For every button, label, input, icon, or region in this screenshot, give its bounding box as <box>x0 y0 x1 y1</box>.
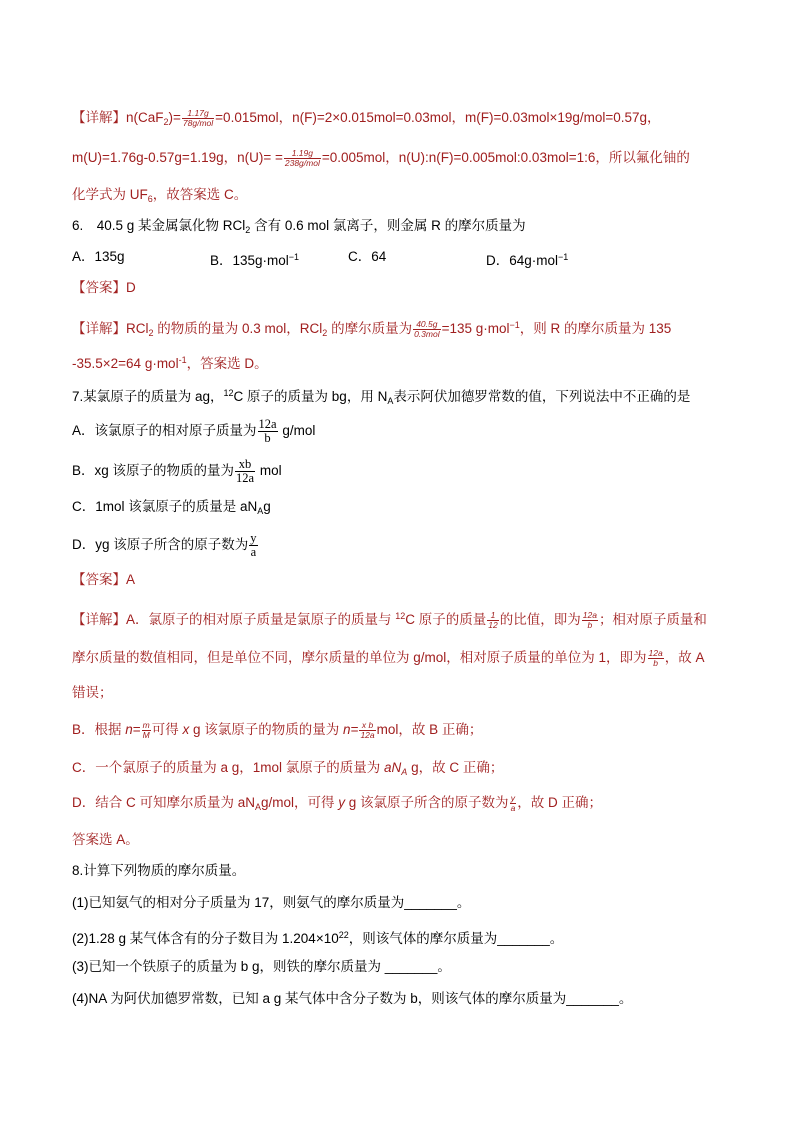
q7-detail-line-6 <box>72 793 602 817</box>
text: C 原子的质量 <box>405 612 487 627</box>
text: D．64g·mol <box>486 253 559 268</box>
text: m(U)=1.76g-0.57g=1.19g，n(U)= = <box>72 150 283 165</box>
denominator: b <box>258 431 278 445</box>
fraction <box>182 109 214 128</box>
variable: y <box>338 795 346 810</box>
numerator: y <box>510 792 516 803</box>
subscript: A <box>255 802 262 812</box>
fraction <box>142 721 151 740</box>
q7-option-b <box>72 458 282 485</box>
q5-detail-line-2 <box>72 148 690 168</box>
text: A．该氯原子的相对原子质量为 <box>72 423 257 439</box>
q7-option-c <box>72 497 271 521</box>
text: 的物质的量为 0.3 mol，RCl <box>153 321 323 336</box>
denominator: 12a <box>236 471 255 485</box>
numerator: 1 <box>490 609 496 620</box>
q8-part-2 <box>72 925 563 949</box>
variable: n <box>343 722 351 737</box>
text: =0.005mol，n(U):n(F)=0.005mol:0.03mol=1:6，所以氟化铀的 <box>321 150 690 165</box>
numerator: 1.19g <box>291 147 313 158</box>
fraction <box>284 149 321 168</box>
q8-part-3: (3)已知一个铁原子的质量为 b g，则铁的摩尔质量为 _______。 <box>72 959 451 974</box>
variable: n <box>125 722 133 737</box>
text: = <box>132 722 141 737</box>
text: n(CaF <box>126 110 164 125</box>
q7-detail-line-7: 答案选 A。 <box>72 832 139 847</box>
text: 的比值，即为 <box>499 612 581 627</box>
variable: x <box>182 722 190 737</box>
text: ，故答案选 C。 <box>152 187 248 202</box>
fraction <box>249 532 257 559</box>
text: C．1mol 该氯原子的质量是 aN <box>72 499 258 514</box>
text: C．一个氯原子的质量为 a g，1mol 氯原子的质量为 <box>72 760 385 775</box>
numerator: x b <box>361 719 374 730</box>
text: mol，故 B 正确； <box>376 722 483 737</box>
subscript: 2 <box>322 328 328 338</box>
text: 摩尔质量的数值相同，但是单位不同，摩尔质量的单位为 g/mol，相对原子质量的单位为 1，即为 <box>72 650 647 665</box>
denominator: 238g/mol <box>284 157 320 168</box>
q7-detail-line-5 <box>72 758 503 782</box>
fraction <box>487 611 498 630</box>
q6-option-b <box>210 247 299 271</box>
subscript: 2 <box>245 225 251 235</box>
q6-option-c: C．64 <box>348 249 387 264</box>
superscript: 12 <box>395 611 406 621</box>
detail-tag: 【详解】 <box>72 612 126 627</box>
subscript: 2 <box>163 117 169 127</box>
q5-detail-line-1 <box>72 108 661 132</box>
text: ，故 D 正确； <box>517 795 603 810</box>
q7-detail-line-3: 错误； <box>72 685 113 700</box>
q7-detail-line-4 <box>72 720 482 740</box>
q6-option-d <box>486 247 568 271</box>
fraction <box>648 649 664 668</box>
denominator: a <box>510 802 516 813</box>
fraction <box>413 320 441 339</box>
text: )= <box>168 110 181 125</box>
denominator: 12 <box>488 619 498 630</box>
numerator: m <box>142 719 150 730</box>
q8-stem: 8.计算下列物质的摩尔质量。 <box>72 863 246 878</box>
q7-detail-line-2 <box>72 648 704 668</box>
numerator: 12a <box>582 609 597 620</box>
q6-answer: 【答案】D <box>72 280 136 295</box>
superscript: -1 <box>178 355 187 365</box>
superscript: −1 <box>509 320 520 330</box>
fraction <box>359 721 375 740</box>
text: RCl <box>126 321 149 336</box>
subscript: A <box>387 396 394 406</box>
text: (2)1.28 g 某气体含有的分子数目为 1.204×10 <box>72 931 339 946</box>
subscript: 2 <box>148 328 154 338</box>
fraction <box>235 458 255 485</box>
detail-tag: 【详解】 <box>72 321 126 336</box>
text: g，故 C 正确； <box>407 760 504 775</box>
q7-option-d <box>72 532 259 559</box>
text: mol <box>256 463 282 479</box>
subscript: A <box>401 767 408 777</box>
text: g <box>263 499 271 514</box>
text: -35.5×2=64 g·mol <box>72 356 179 371</box>
text: =0.015mol，n(F)=2×0.015mol=0.03mol，m(F)=0.03mol×19g/mol=0.57g， <box>215 110 661 125</box>
denominator: 12a <box>360 729 375 740</box>
q7-option-a <box>72 418 315 445</box>
numerator: 12a <box>258 417 277 431</box>
text: 化学式为 UF <box>72 187 148 202</box>
text: =135 g·mol <box>441 321 510 336</box>
fraction <box>258 418 278 445</box>
text: g 该氯原子的物质的量为 <box>189 722 344 737</box>
numerator: xb <box>238 457 252 471</box>
q6-option-a: A．135g <box>72 249 125 264</box>
numerator: y <box>250 531 257 545</box>
variable: aN <box>384 760 402 775</box>
q6-stem <box>72 216 526 240</box>
q8-part-4: (4)NA 为阿伏加德罗常数，已知 a g 某气体中含分子数为 b，则该气体的摩尔质量为_______。 <box>72 991 633 1006</box>
text: A．氯原子的相对原子质量是氯原子的质量与 <box>126 612 396 627</box>
superscript: −1 <box>558 252 569 262</box>
detail-tag: 【详解】 <box>72 110 126 125</box>
text: ，答案选 D。 <box>186 356 268 371</box>
q5-detail-line-3 <box>72 185 247 209</box>
text: 7.某氯原子的质量为 ag， <box>72 389 224 404</box>
subscript: 6 <box>147 194 153 204</box>
text: B．135g·mol <box>210 253 289 268</box>
text: ，则 R 的摩尔质量为 135 <box>519 321 672 336</box>
text: ，则该气体的摩尔质量为_______。 <box>348 931 564 946</box>
q7-stem <box>72 383 690 411</box>
text: 6. 40.5 g 某金属氯化物 RCl <box>72 218 246 233</box>
text: D．结合 C 可知摩尔质量为 aN <box>72 795 256 810</box>
text: ，故 A <box>664 650 705 665</box>
text: C 原子的质量为 bg，用 N <box>233 389 388 404</box>
denominator: 0.3mol <box>414 328 440 339</box>
text: B．xg 该原子的物质的量为 <box>72 463 235 479</box>
denominator: b <box>648 658 664 668</box>
text: g 该氯原子所含的原子数为 <box>345 795 509 810</box>
text: = <box>350 722 359 737</box>
q7-answer: 【答案】A <box>72 572 136 587</box>
text: g/mol，可得 <box>261 795 339 810</box>
superscript: −1 <box>288 252 300 262</box>
numerator: 12a <box>648 647 663 658</box>
q7-detail-line-1 <box>72 606 707 630</box>
text: D．yg 该原子所含的原子数为 <box>72 537 249 553</box>
denominator: M <box>142 729 150 740</box>
denominator: 78g/mol <box>182 117 214 128</box>
text: g/mol <box>278 423 316 439</box>
q6-detail-line-2 <box>72 350 268 374</box>
superscript: 22 <box>338 930 349 940</box>
fraction <box>510 794 517 813</box>
denominator: a <box>250 545 257 559</box>
denominator: b <box>582 620 598 630</box>
text: 含有 0.6 mol 氯离子，则金属 R 的摩尔质量为 <box>250 218 526 233</box>
fraction <box>582 611 598 630</box>
text: B．根据 <box>72 722 126 737</box>
text: 表示阿伏加德罗常数的值，下列说法中不正确的是 <box>393 389 691 404</box>
text: ；相对原子质量和 <box>598 612 707 627</box>
numerator: 40.5g <box>416 318 438 329</box>
text: 可得 <box>151 722 183 737</box>
numerator: 1.17g <box>187 107 209 118</box>
q8-part-1: (1)已知氨气的相对分子质量为 17，则氨气的摩尔质量为_______。 <box>72 895 471 910</box>
text: 的摩尔质量为 <box>327 321 413 336</box>
superscript: 12 <box>223 388 234 398</box>
subscript: A <box>257 506 264 516</box>
q6-detail-line-1 <box>72 315 671 343</box>
